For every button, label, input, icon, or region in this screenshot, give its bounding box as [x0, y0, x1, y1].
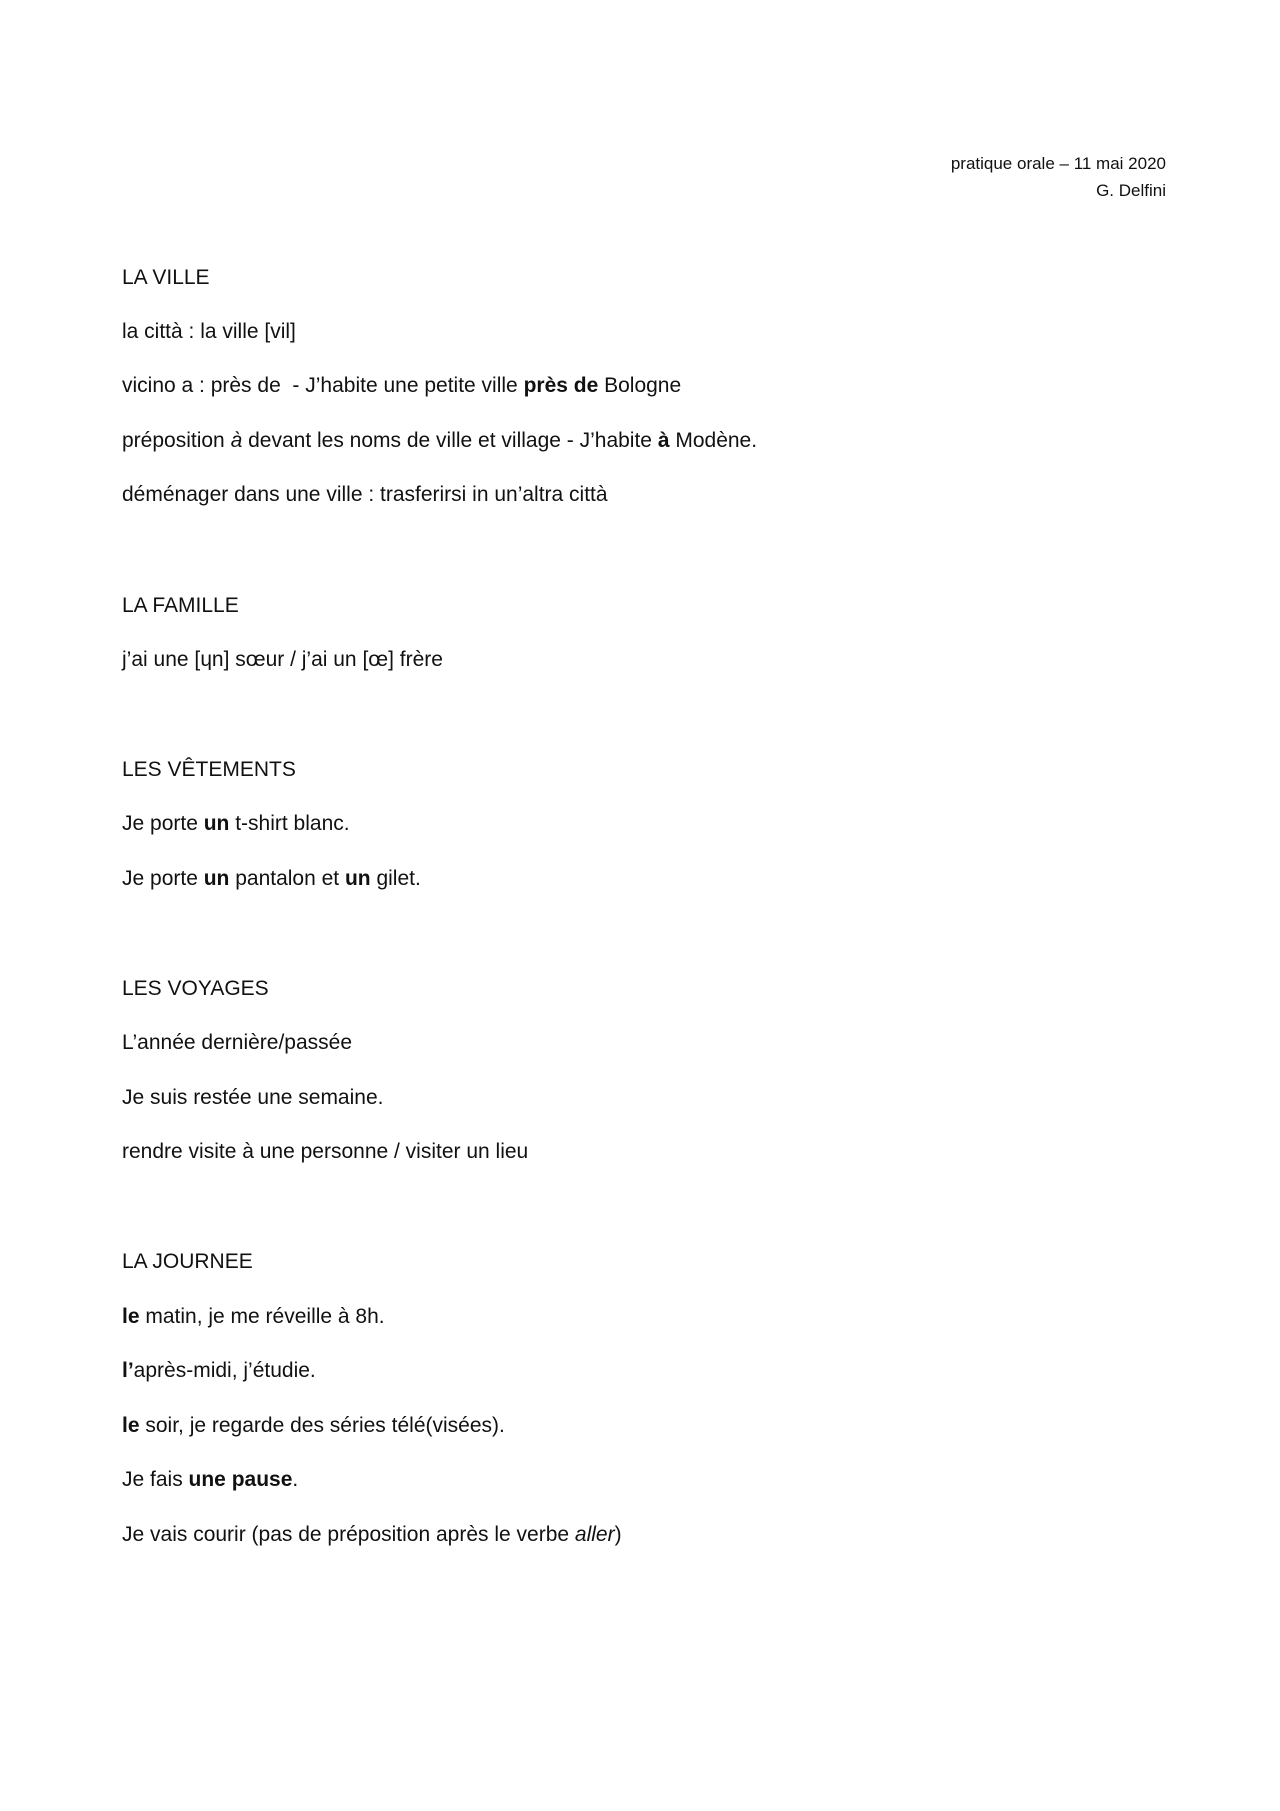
ville-line-2-part: vicino a : près de - J’habite une petite ville [122, 374, 524, 397]
journee-line-3-part: soir, je regarde des séries télé(visées). [139, 1414, 505, 1437]
ville-line-4: déménager dans une ville : trasferirsi in un’altra città [122, 483, 608, 506]
document-header [951, 150, 1166, 204]
journee-line-2 [122, 1357, 316, 1385]
header-author: G. Delfini [1096, 181, 1166, 200]
ville-line-3-part: devant les noms de ville et village - J’habite [242, 429, 658, 452]
vetements-line-1 [122, 810, 350, 838]
vetements-line-2-part: gilet. [370, 867, 421, 890]
voyages-line-2: Je suis restée une semaine. [122, 1086, 384, 1109]
vetements-line-2-part: pantalon et [229, 867, 345, 890]
journee-line-5-italic: aller [574, 1523, 615, 1546]
section-title-famille: LA FAMILLE [122, 594, 239, 617]
section-title-voyages: LES VOYAGES [122, 977, 269, 1000]
vetements-line-2-bold: un [203, 867, 230, 890]
ville-line-3-part: Modène. [669, 429, 758, 452]
journee-line-4-part: . [292, 1468, 299, 1491]
vetements-line-1-part: t-shirt blanc. [229, 812, 350, 835]
journee-line-5-part: ) [614, 1523, 622, 1546]
ville-line-2-part: Bologne [598, 374, 682, 397]
journee-line-4 [122, 1466, 298, 1494]
journee-line-5 [122, 1521, 622, 1549]
ville-line-3-italic: à [230, 429, 243, 452]
journee-line-4-part: Je fais [122, 1468, 189, 1491]
ville-line-3-bold: à [657, 429, 670, 452]
vetements-line-2-bold: un [344, 867, 371, 890]
journee-line-3 [122, 1412, 505, 1440]
journee-line-1-part: matin, je me réveille à 8h. [139, 1305, 385, 1328]
section-title-ville: LA VILLE [122, 266, 210, 289]
section-title-vetements: LES VÊTEMENTS [122, 758, 296, 781]
vetements-line-2 [122, 865, 421, 893]
vetements-line-1-part: Je porte [122, 812, 204, 835]
journee-line-5-part: Je vais courir (pas de préposition après le verbe [122, 1523, 575, 1546]
section-title-journee: LA JOURNEE [122, 1250, 253, 1273]
ville-line-2-bold: près de [523, 374, 599, 397]
ville-line-3-part: préposition [122, 429, 231, 452]
famille-line-1: j’ai une [ɥn] sœur / j’ai un [œ] frère [122, 648, 443, 671]
voyages-line-3: rendre visite à une personne / visiter un lieu [122, 1140, 529, 1163]
voyages-line-1: L’année dernière/passée [122, 1031, 353, 1054]
header-course-date: pratique orale – 11 mai 2020 [950, 154, 1166, 173]
ville-line-2 [122, 372, 681, 400]
journee-line-1-bold: le [122, 1305, 140, 1328]
vetements-line-1-bold: un [203, 812, 230, 835]
journee-line-1 [122, 1303, 385, 1331]
vetements-line-2-part: Je porte [122, 867, 204, 890]
journee-line-3-bold: le [122, 1414, 140, 1437]
ville-line-1: la città : la ville [vil] [122, 320, 296, 343]
journee-line-4-bold: une pause [188, 1468, 293, 1491]
ville-line-3 [122, 427, 757, 455]
journee-line-2-bold: l’ [122, 1359, 134, 1382]
journee-line-2-part: après-midi, j’étudie. [133, 1359, 316, 1382]
